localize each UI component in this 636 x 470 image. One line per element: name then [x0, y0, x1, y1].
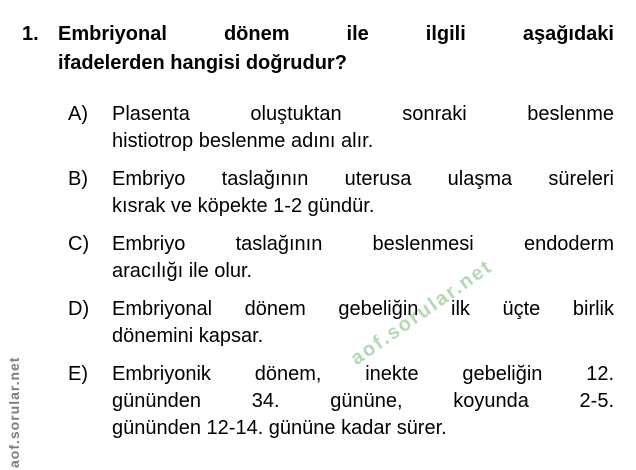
option-text	[112, 166, 614, 220]
option-line: Plasenta oluştuktan sonraki beslenme	[112, 103, 614, 125]
option-line: Embriyo taslağının uterusa ulaşma süreleri	[112, 168, 614, 190]
option-line: kısrak ve köpekte 1-2 gündür.	[112, 195, 375, 217]
option-row-b	[0, 166, 636, 220]
watermark-vertical: aof.sorular.net	[6, 356, 22, 468]
question-text	[58, 20, 614, 78]
option-label: E)	[68, 363, 88, 385]
question-line: ifadelerden hangisi doğrudur?	[58, 52, 347, 74]
option-line: aracılığı ile olur.	[112, 260, 253, 282]
option-line: gününden 34. gününe, koyunda 2-5.	[112, 390, 614, 412]
option-label: A)	[68, 103, 88, 125]
option-line: histiotrop beslenme adını alır.	[112, 130, 374, 152]
option-text	[112, 361, 614, 442]
option-line: Embriyo taslağının beslenmesi endoderm	[112, 233, 614, 255]
option-label: B)	[68, 168, 88, 190]
option-line: Embriyonik dönem, inekte gebeliğin 12.	[112, 363, 614, 385]
watermark-diagonal: aof.sorular.net	[346, 255, 497, 370]
option-label: D)	[68, 298, 90, 320]
question-block	[0, 20, 636, 78]
option-line: Embriyonal dönem gebeliğin ilk üçte birlik	[112, 298, 614, 320]
option-label: C)	[68, 233, 90, 255]
option-text	[112, 296, 614, 350]
question-line: Embriyonal dönem ile ilgili aşağıdaki	[58, 23, 614, 45]
option-text	[112, 231, 614, 285]
option-row-c	[0, 231, 636, 285]
question-number: 1.	[22, 23, 39, 45]
option-line: dönemini kapsar.	[112, 325, 264, 347]
options-list	[0, 101, 636, 453]
option-row-e	[0, 361, 636, 442]
option-text	[112, 101, 614, 155]
option-row-a	[0, 101, 636, 155]
option-line: gününden 12-14. gününe kadar sürer.	[112, 417, 447, 439]
option-row-d	[0, 296, 636, 350]
